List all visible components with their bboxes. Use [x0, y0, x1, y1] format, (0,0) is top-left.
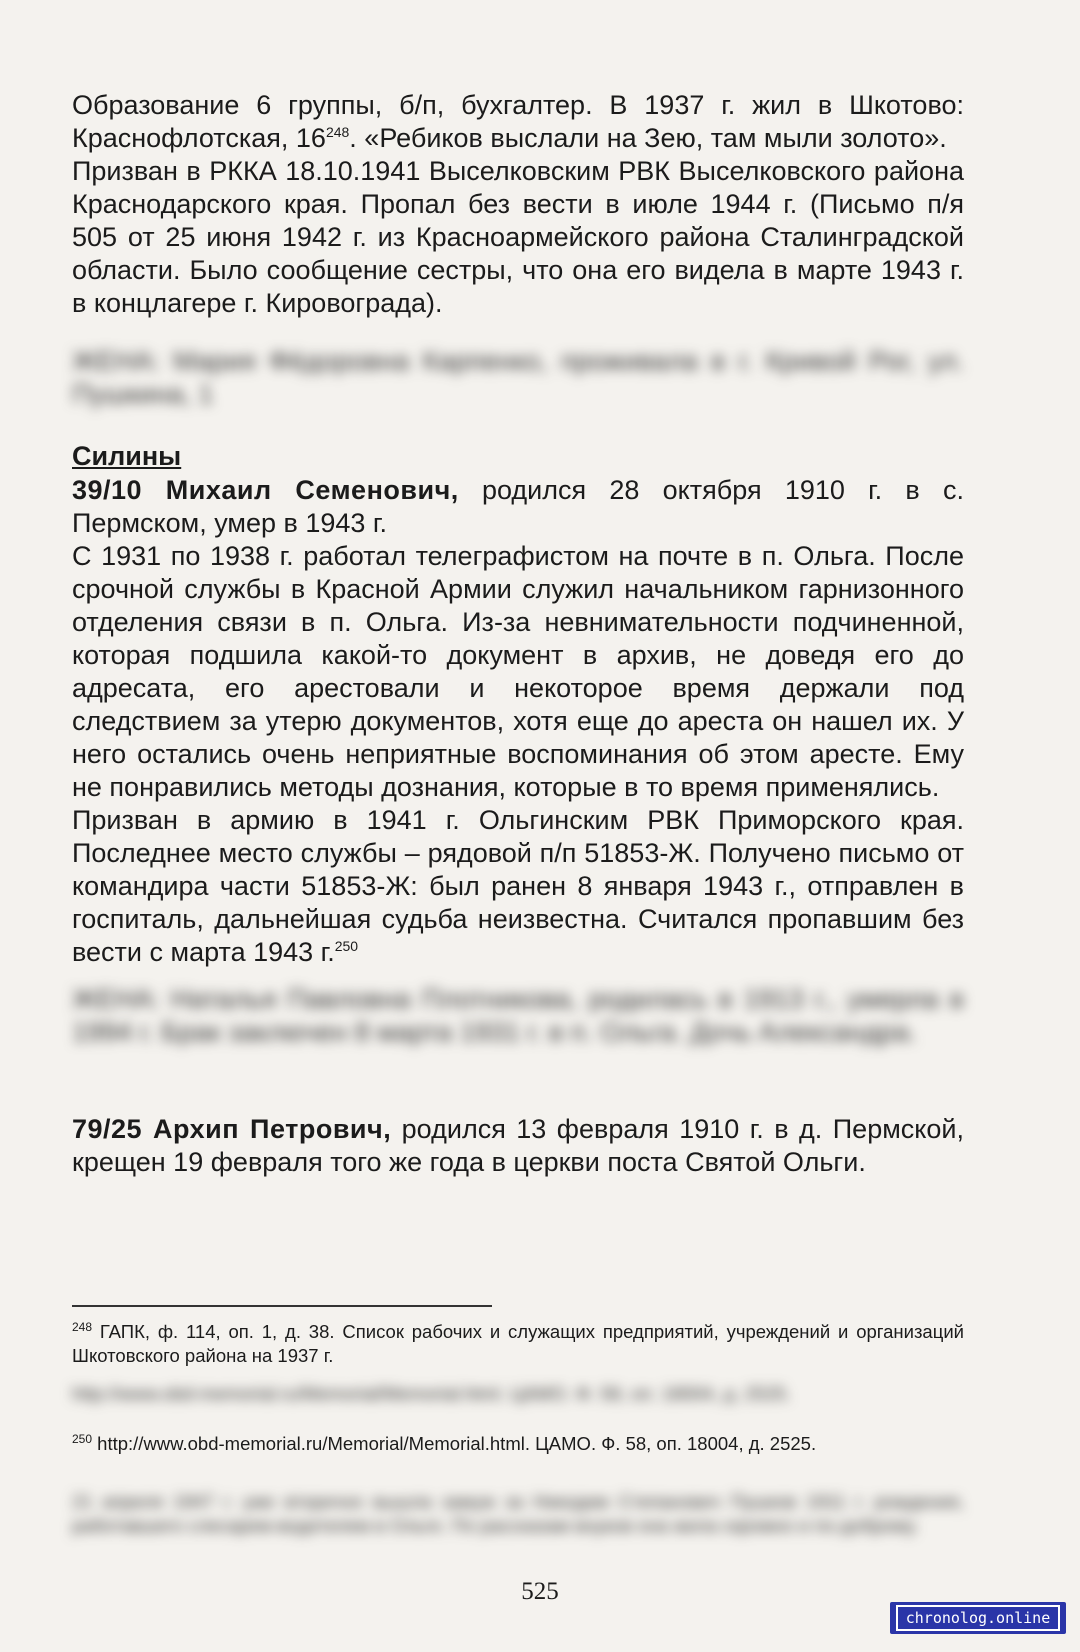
footnote-ref-248: 248	[325, 124, 350, 140]
footnote-249-redacted: http://www.obd-memorial.ru/Memorial/Memorial.html. ЦАМО. Ф. 58, оп. 18004, д. 2525.	[72, 1383, 791, 1404]
entry-mikhail-header: 39/10 Михаил Семенович, родился 28 октября 1910 г. в с. Пермском, умер в 1943 г.	[72, 475, 964, 538]
footnote-250: $^{250}$ http://www.obd-memorial.ru/Memorial/Memorial.html. ЦАМО. Ф. 58, оп. 18004, д. 2525.	[72, 1431, 817, 1454]
entry-mikhail	[72, 474, 964, 969]
entry-arkhip-name: 79/25 Архип Петрович,	[72, 1114, 392, 1144]
entry-mikhail-paragraph-2: С 1931 по 1938 г. работал телеграфистом на почте в п. Ольга. После срочной службы в Красной Армии служил начальником гарнизонного отделения связи в п. Ольга. Из-за невнимательности подчиненной, которая подшила какой-то документ в архив, не доведя его до адресата, его арестовали и некоторое время держали под следствием за утерю документов, хотя еще до ареста он нашел их. У него остались очень неприятные воспоминания об этом аресте. Ему не понравились методы дознания, которые в то время применялись.	[72, 541, 964, 802]
entry-mikhail-paragraph-3: Призван в армию в 1941 г. Ольгинским РВК Приморского края. Последнее место службы – рядовой п/п 51853-Ж. Получено письмо от командира части 51853-Ж: был ранен 8 января 1943 г., отправлен в госпиталь, дальнейшая судьба неизвестна. Считался пропавшим без вести с марта 1943 г.$^{250}$	[72, 805, 964, 967]
footnote-ref-250: 250	[334, 938, 359, 954]
footnote-separator	[72, 1305, 492, 1307]
family-heading: Силины	[72, 441, 182, 471]
section-heading	[72, 440, 964, 473]
intro-paragraph-2: Призван в РККА 18.10.1941 Выселковским РВК Выселковского района Краснодарского края. Пропал без вести в июле 1944 г. (Письмо п/я 505 от 25 июня 1942 г. из Красноармейского района Сталинградской области. Было сообщение сестры, что она его видела в марте 1943 г. в концлагере г. Кировограда).	[72, 156, 964, 318]
footnote-248: $^{248}$ ГАПК, ф. 114, оп. 1, д. 38. Список рабочих и служащих предприятий, учреждений и организаций Шкотовского района на 1937 г.	[72, 1319, 964, 1366]
entry-mikhail-name: 39/10 Михаил Семенович,	[72, 475, 459, 505]
watermark-text: chronolog.online	[896, 1605, 1061, 1631]
entry-mikhail-redacted-text: ЖЕНА: Наталья Павловна Плотникова, родилась в 1913 г., умерла в 1994 г. Брак заключен 8 марта 1931 г. в п. Ольга. Дочь Александра.	[72, 984, 964, 1047]
watermark-badge	[890, 1602, 1066, 1634]
intro-paragraph-1: Образование 6 группы, б/п, бухгалтер. В 1937 г. жил в Шкотово: Краснофлотская, $16^{248}$. «Ребиков выслали на Зею, там мыли золото».	[72, 90, 964, 153]
entry-arkhip: 79/25 Архип Петрович, родился 13 февраля 1910 г. в д. Пермской, крещен 19 февраля того же года в церкви поста Святой Ольги.	[72, 1114, 964, 1177]
intro-redacted-text: ЖЕНА: Мария Фёдоровна Карпенко, проживала в г. Кривой Рог, ул. Пушкина, 1	[72, 346, 964, 409]
footnote-251-redacted: 21 апреля 1947 г. уже вторично вышла замуж за Никодим Степанович Пушков 1911 г. рождения, работавшего слесарем-водителем в Ольге. По рассказам внуков она жила скромно и по-доброму.	[72, 1491, 964, 1536]
page-number: 525	[521, 1578, 559, 1605]
intro-text	[72, 89, 964, 320]
